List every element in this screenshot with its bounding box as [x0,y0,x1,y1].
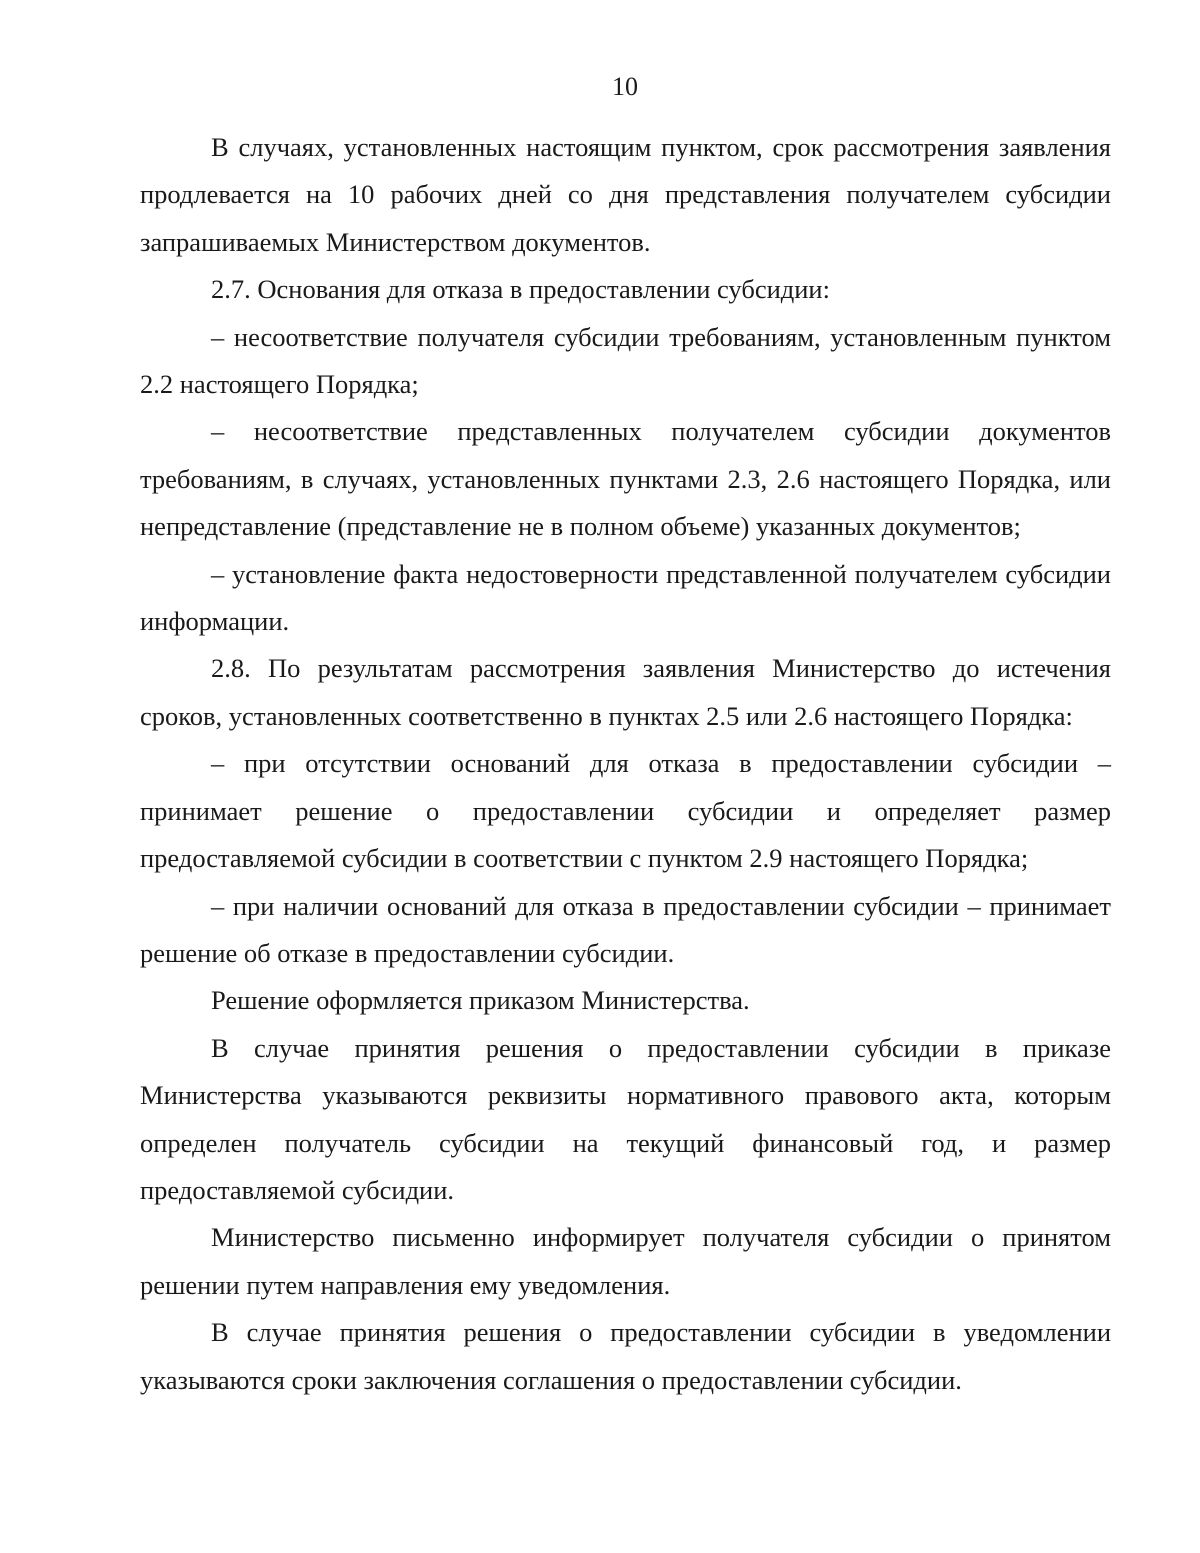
paragraph-refusal-ground-inaccuracy: – установление факта недостоверности представленной получателем субсидии информации. [140,558,1111,637]
paragraph-review-results: 2.8. По результатам рассмотрения заявления Министерство до истечения сроков, установленных соответственно в пунктах 2.5 или 2.6 настоящего Порядка: [140,653,1111,731]
paragraph-decision-refuse: – при наличии оснований для отказа в предоставлении субсидии – принимает решение об отказе в предоставлении субсидии. [140,890,1111,968]
paragraph-agreement-terms: В случае принятия решения о предоставлении субсидии в уведомлении указываются сроки заключения соглашения о предоставлении субсидии. [140,1317,1111,1395]
paragraph-refusal-ground-requirements: – несоответствие получателя субсидии требованиям, установленным пунктом 2.2 настоящего Порядка; [140,321,1111,400]
paragraph-review-extension: В случаях, установленных настоящим пунктом, срок рассмотрения заявления продлевается на 10 рабочих дней со дня представления получателем субсидии запрашиваемых Министерством документов. [140,132,1111,257]
document-body [140,124,1111,1404]
paragraph-notification: Министерство письменно информирует получателя субсидии о принятом решении путем направления ему уведомления. [140,1222,1111,1300]
page-number: 10 [612,72,638,101]
paragraph-decision-order: Решение оформляется приказом Министерства. [211,985,750,1016]
paragraph-order-details: В случае принятия решения о предоставлении субсидии в приказе Министерства указываются реквизиты нормативного правового акта, которым определен получатель субсидии на текущий финансовый год, и размер предоставляемой субсидии. [140,1032,1111,1205]
paragraph-decision-grant: – при отсутствии оснований для отказа в предоставлении субсидии – принимает решение о предоставлении субсидии и определяет размер предоставляемой субсидии в соответствии с пунктом 2.9 настоящего Порядка; [140,748,1111,874]
paragraph-refusal-ground-documents: – несоответствие представленных получателем субсидии документов требованиям, в случаях, установленных пунктами 2.3, 2.6 настоящего Порядка, или непредставление (представление не в полном объеме) указанных документов; [140,416,1111,542]
paragraph-refusal-grounds-heading: 2.7. Основания для отказа в предоставлении субсидии: [211,274,830,305]
